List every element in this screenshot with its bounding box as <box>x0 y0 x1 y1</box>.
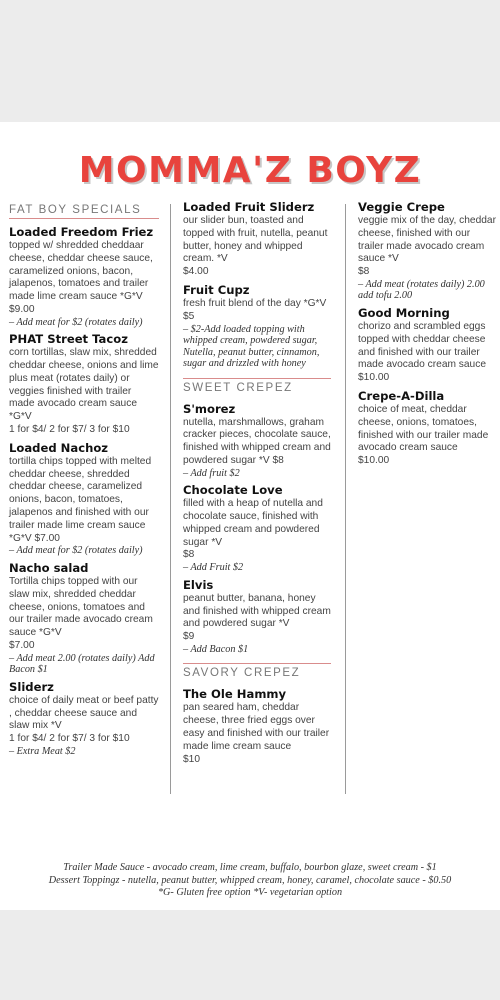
item-description: choice of daily meat or beef patty , cheddar cheese sauce and slaw mix *V <box>9 694 159 732</box>
item-name: Veggie Crepe <box>358 200 445 214</box>
item-list <box>183 402 331 656</box>
item-list <box>183 687 331 766</box>
item-addon: – $2-Add loaded topping with whipped cream, powdered sugar, Nutella, peanut butter, cinnamon, sugar and drizzled with honey <box>183 323 320 370</box>
menu-title: MOMMA'Z BOYZ <box>78 150 422 191</box>
item-name: Sliderz <box>9 679 54 694</box>
item-addon: – Add Fruit $2 <box>183 562 244 574</box>
menu-item <box>9 225 159 328</box>
item-name: The Ole Hammy <box>183 687 287 702</box>
menu-item <box>358 200 496 302</box>
item-list <box>358 200 496 468</box>
item-price: $4.00 <box>183 266 209 278</box>
item-description: choice of meat, cheddar cheese, onions, tomatoes, finished with our trailer made avocado cream sauce <box>358 403 489 454</box>
item-description: our slider bun, toasted and topped with fruit, nutella, peanut butter, honey and whipped cream. *V <box>183 215 328 265</box>
item-description: tortilla chips topped with melted cheddar cheese, shredded cheddar cheese, caramelized onions, bacon, tomatoes, jalapenos and finished with our trailer made lime cream sauce *G*V $7.00 <box>9 455 152 544</box>
item-name: Good Morning <box>358 305 450 320</box>
menu-item <box>183 687 331 766</box>
item-addon: – Extra Meat $2 <box>9 745 76 757</box>
item-list <box>183 200 331 370</box>
menu-item <box>9 680 159 758</box>
item-addon: – Add meat for $2 (rotates daily) <box>9 316 143 328</box>
item-price: $10.00 <box>358 372 390 384</box>
item-price: $10.00 <box>358 455 390 467</box>
item-name: Nacho salad <box>9 560 89 575</box>
item-name: PHAT Street Tacoz <box>9 332 128 347</box>
item-description: Tortilla chips topped with our slaw mix, shredded cheddar cheese, onions, tomatoes and our trailer made avocado cream sauce *G*V <box>9 575 153 639</box>
item-name: Elvis <box>183 577 214 592</box>
menu-card <box>0 122 500 910</box>
item-price: 1 for $4/ 2 for $7/ 3 for $10 <box>9 424 130 436</box>
item-price: $8 <box>183 549 195 561</box>
item-description: nutella, marshmallows, graham cracker pieces, chocolate sauce, finished with whipped cream and powdered sugar *V $8 <box>183 416 331 466</box>
item-description: topped w/ shredded cheddaar cheese, cheddar cheese sauce, caramelized onions, bacon, jalapenos, tomatoes and trailer made lime cream sauce *G*V <box>9 240 153 303</box>
item-price: $7.00 <box>9 639 35 651</box>
item-price: $8 <box>358 266 370 278</box>
item-name: Fruit Cupz <box>183 282 250 297</box>
item-list <box>9 225 159 757</box>
footer-sauce-line: Trailer Made Sauce - avocado cream, lime cream, buffalo, bourbon glaze, sweet cream - $1 <box>63 862 437 873</box>
menu-item <box>358 306 496 385</box>
item-description: peanut butter, banana, honey and finished with whipped cream and powdered sugar *V <box>183 592 331 630</box>
footer-legend-line: *G- Gluten free option *V- vegetarian option <box>157 887 343 898</box>
item-description: filled with a heap of nutella and chocolate sauce, finished with whipped cream and powdered sugar *V <box>183 498 323 548</box>
item-name: S'morez <box>183 401 236 416</box>
item-description: pan seared ham, cheddar cheese, three fried eggs over easy and finished with our trailer made lime cream sauce <box>183 702 330 752</box>
item-description: chorizo and scrambled eggs topped with cheddar cheese and finished with our trailer made avocado cream sauce <box>358 320 486 371</box>
item-name: Crepe-A-Dilla <box>358 388 445 403</box>
item-price: $9 <box>183 631 195 643</box>
menu-item <box>183 483 331 573</box>
item-name: Loaded Freedom Friez <box>9 225 154 239</box>
item-addon: – Add meat 2.00 (rotates daily) Add Bacon $1 <box>9 652 155 676</box>
item-name: Loaded Fruit Sliderz <box>183 200 315 214</box>
column-crepes <box>358 200 496 472</box>
item-price: $10 <box>183 753 200 765</box>
section-heading-sweet: SWEET CREPEZ <box>183 378 331 396</box>
column-divider <box>345 204 346 794</box>
menu-item <box>183 578 331 656</box>
section-heading-fat-boy: FAT BOY SPECIALS <box>9 204 159 219</box>
item-name: Chocolate Love <box>183 483 283 498</box>
item-addon: – Add Bacon $1 <box>183 643 249 655</box>
menu-footer <box>0 862 500 900</box>
menu-item <box>183 283 331 370</box>
column-fat-boy <box>9 200 159 761</box>
item-addon: – Add fruit $2 <box>183 467 240 479</box>
item-description: veggie mix of the day, cheddar cheese, finished with our trailer made avocado cream sauce *V <box>358 215 496 265</box>
item-description: corn tortillas, slaw mix, shredded cheddar cheese, onions and lime plus meat (rotates daily) or veggies finished with trailer made avocado cream sauce *G*V <box>9 347 159 423</box>
menu-item <box>183 200 331 279</box>
footer-toppings-line: Dessert Toppingz - nutella, peanut butter, whipped cream, honey, caramel, chocolate sauce - $0.50 <box>48 874 452 886</box>
item-addon: – Add meat for $2 (rotates daily) <box>9 545 143 557</box>
item-price: $9.00 <box>9 303 35 315</box>
section-heading-savory: SAVORY CREPEZ <box>183 663 331 681</box>
item-name: Loaded Nachoz <box>9 440 109 455</box>
menu-item <box>9 332 159 437</box>
item-price: 1 for $4/ 2 for $7/ 3 for $10 <box>9 733 130 745</box>
item-addon: – Add meat (rotates daily) 2.00 add tofu 2.00 <box>358 278 485 302</box>
menu-item <box>9 561 159 676</box>
menu-item <box>9 441 159 557</box>
column-divider <box>170 204 171 794</box>
menu-item <box>358 389 496 468</box>
item-description: fresh fruit blend of the day *G*V $5 <box>183 297 327 322</box>
menu-item <box>183 402 331 480</box>
column-sweet <box>183 200 331 770</box>
